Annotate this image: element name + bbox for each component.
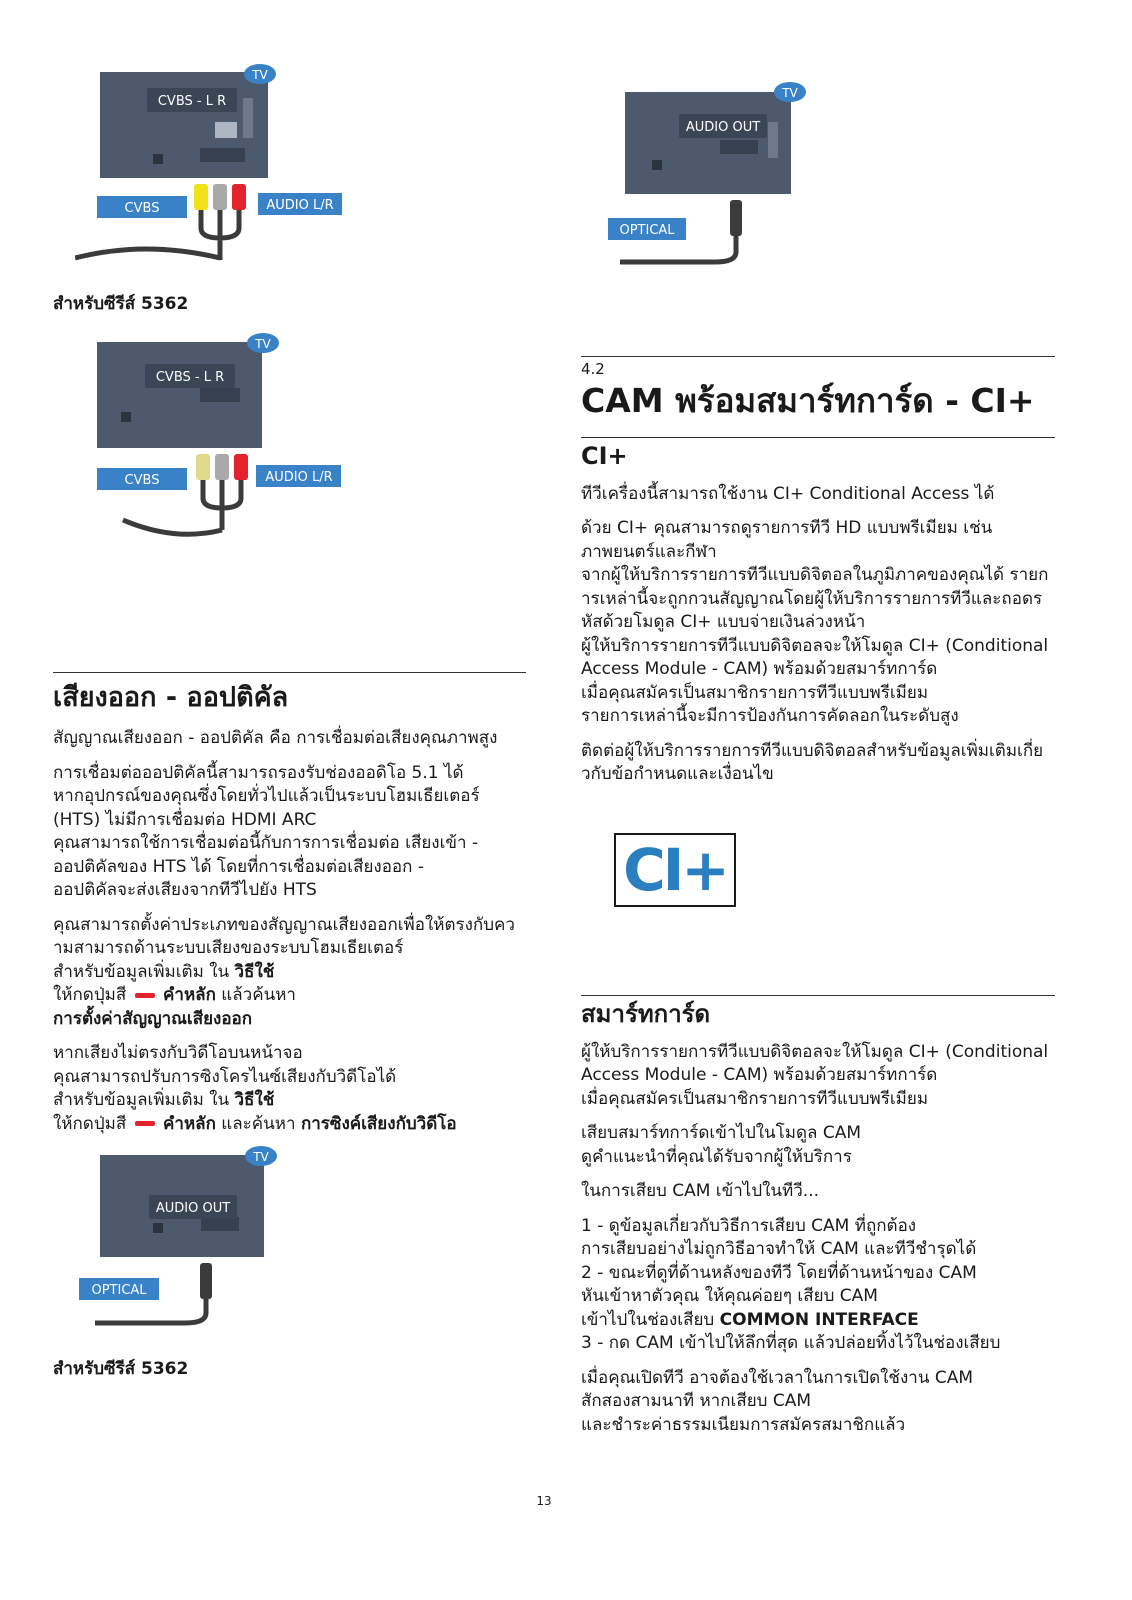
ci-paragraph-1: ทีวีเครื่องนี้สามารถใช้งาน CI+ Conditional Access ได้ bbox=[581, 483, 995, 504]
tv-badge-label: TV bbox=[255, 337, 271, 351]
optical-cable bbox=[95, 1299, 206, 1323]
red-plug bbox=[234, 454, 248, 480]
tv-back-panel bbox=[625, 92, 791, 194]
audio-sync-term: การซิงค์เสียงกับวิดีโอ bbox=[300, 1113, 457, 1134]
rca-cable bbox=[201, 210, 239, 260]
port-socket bbox=[215, 122, 237, 138]
port-label: AUDIO OUT bbox=[685, 120, 761, 135]
audio-lr-tag-label: AUDIO L/R bbox=[265, 470, 333, 485]
optical-paragraph-1: สัญญาณเสียงออก - ออปติคัล คือ การเชื่อมต่อเสียงคุณภาพสูง bbox=[53, 728, 498, 748]
yellow-plug bbox=[194, 184, 208, 210]
ci-plus-section bbox=[581, 442, 1061, 798]
optical-tag-label: OPTICAL bbox=[619, 223, 675, 238]
tv-port-block bbox=[720, 140, 758, 154]
smartcard-paragraph-5: เมื่อคุณเปิดทีวี อาจต้องใช้เวลาในการเปิดใช้งาน CAM สักสองสามนาที หากเสียบ CAM และชำระค่าธรรมเนียมการสมัครสมาชิกแล้ว bbox=[581, 1367, 974, 1435]
caption-series-5362-b: สำหรับซีรีส์ 5362 bbox=[53, 1359, 189, 1379]
smartcard-section bbox=[581, 1000, 1061, 1448]
cable-tail bbox=[75, 249, 220, 258]
cvbs-tag-label: CVBS bbox=[124, 201, 160, 216]
smartcard-paragraph-1: ผู้ให้บริการรายการทีวีแบบดิจิตอลจะให้โมดูล CI+ (Conditional Access Module - CAM) พร้อมด้วยสมาร์ทการ์ด เมื่อคุณสมัครเป็นสมาชิกรายการทีวีแบบพรีเมียม bbox=[581, 1041, 1049, 1109]
text-run: ให้กดปุ่มสี bbox=[53, 1113, 127, 1134]
port-label: CVBS - L R bbox=[155, 370, 225, 385]
optical-paragraph-3 bbox=[53, 914, 533, 1032]
tv-port-block bbox=[200, 388, 240, 402]
tv-slot bbox=[243, 98, 253, 138]
audio-out-setting-term: การตั้งค่าสัญญาณเสียงออก bbox=[53, 1008, 253, 1029]
ci-plus-heading: CI+ bbox=[581, 442, 628, 470]
audio-lr-tag-label: AUDIO L/R bbox=[266, 198, 334, 213]
tv-slot bbox=[768, 122, 778, 158]
tv-port-small bbox=[153, 154, 163, 164]
page-number: 13 bbox=[536, 1494, 552, 1508]
section-number: 4.2 bbox=[581, 360, 605, 378]
keyword-label: คำหลัก bbox=[163, 1113, 216, 1134]
optical-plug bbox=[200, 1263, 212, 1299]
optical-plug bbox=[730, 200, 742, 236]
port-label: AUDIO OUT bbox=[155, 1201, 231, 1216]
section-divider-smartcard bbox=[581, 995, 1055, 996]
tv-badge-label: TV bbox=[253, 1150, 269, 1164]
text-run: คุณสามารถตั้งค่าประเภทของสัญญาณเสียงออกเพื่อให้ตรงกับคว ามสามารถด้านระบบเสียงของระบบโฮมเธียเตอร์ สำหรับข้อมูลเพิ่มเติม ใน bbox=[53, 914, 515, 982]
text-run: แล้วค้นหา bbox=[221, 985, 296, 1005]
yellow-plug bbox=[196, 454, 210, 480]
red-color-key-icon bbox=[135, 1121, 155, 1126]
text-run: 3 - กด CAM เข้าไปให้ลึกที่สุด แล้วปล่อยทิ้งไว้ในช่องเสียบ bbox=[581, 1333, 1001, 1353]
section-divider-left bbox=[53, 672, 526, 673]
optical-paragraph-2: การเชื่อมต่อออปติคัลนี้สามารถรองรับช่องออดิโอ 5.1 ได้ หากอุปกรณ์ของคุณซึ่งโดยทั่วไปแล้วเป็นระบบโฮมเธียเตอร์ (HTS) ไม่มีการเชื่อมต่อ HDMI ARC คุณสามารถใช้การเชื่อมต่อนี้กับการการเชื่อมต่อ เสียงเข้า - ออปติคัลของ HTS ได้ โดยที่การเชื่อมต่อเสียงออก - ออปติคัลจะส่งเสียงจากทีวีไปยัง HTS bbox=[53, 762, 480, 900]
red-color-key-icon bbox=[135, 993, 155, 998]
ci-paragraph-3: ติดต่อผู้ให้บริการรายการทีวีแบบดิจิตอลสำหรับข้อมูลเพิ่มเติมเกี่ย วกับข้อกำหนดและเงื่อนไข bbox=[581, 740, 1044, 784]
tv-badge-label: TV bbox=[252, 68, 268, 82]
section-title: CAM พร้อมสมาร์ทการ์ด - CI+ bbox=[581, 381, 1035, 420]
text-run: หากเสียงไม่ตรงกับวิดีโอบนหน้าจอ คุณสามารถปรับการซิงโครไนซ์เสียงกับวิดีโอได้ สำหรับข้อมูลเพิ่มเติม ใน bbox=[53, 1043, 397, 1110]
text-run: และค้นหา bbox=[215, 1113, 301, 1134]
cvbs-connection-diagram-1 bbox=[75, 60, 365, 270]
section-title-underline bbox=[581, 437, 1055, 438]
port-label: CVBS - L R bbox=[157, 94, 227, 109]
rca-cable bbox=[203, 480, 241, 530]
tv-badge-label: TV bbox=[782, 86, 798, 100]
text-run: 1 - ดูข้อมูลเกี่ยวกับวิธีการเสียบ CAM ที่ถูกต้อง การเสียบอย่างไม่ถูกวิธีอาจทำให้ CAM และทีวีชำรุดได้ 2 - ขณะที่ดูที่ด้านหลังของทีวี โดยที่ด้านหน้าของ CAM หันเข้าหาตัวคุณ ให้คุณค่อยๆ เสียบ CAM เข้าไปในช่องเสียบ bbox=[581, 1215, 977, 1330]
tv-port-block bbox=[200, 148, 245, 162]
white-plug bbox=[213, 184, 227, 210]
help-link: วิธีใช้ bbox=[234, 961, 275, 982]
keyword-label: คำหลัก bbox=[163, 985, 216, 1005]
smartcard-paragraph-3: ในการเสียบ CAM เข้าไปในทีวี... bbox=[581, 1181, 820, 1201]
optical-connection-diagram-right bbox=[600, 80, 820, 275]
cable-tail bbox=[123, 520, 222, 534]
white-plug bbox=[215, 454, 229, 480]
tv-back-panel bbox=[100, 72, 268, 178]
red-plug bbox=[232, 184, 246, 210]
caption-series-5362: สำหรับซีรีส์ 5362 bbox=[53, 294, 189, 314]
ci-plus-logo: CI+ bbox=[614, 833, 736, 907]
ci-paragraph-2: ด้วย CI+ คุณสามารถดูรายการทีวี HD แบบพรีเมียม เช่น ภาพยนตร์และกีฬา จากผู้ให้บริการรายการทีวีแบบดิจิตอลในภูมิภาคของคุณได้ รายก ารเหล่านี้จะถูกกวนสัญญาณโดยผู้ให้บริการรายการทีวีและถอดร หัสด้วยโมดูล CI+ แบบจ่ายเงินล่วงหน้า ผู้ให้บริการรายการทีวีแบบดิจิตอลจะให้โมดูล CI+ (Conditional Access Module - CAM) พร้อมด้วยสมาร์ทการ์ด เมื่อคุณสมัครเป็นสมาชิกรายการทีวีแบบพรีเมียม รายการเหล่านี้จะมีการป้องกันการคัดลอกในระดับสูง bbox=[581, 518, 1049, 726]
tv-port-block bbox=[201, 1217, 239, 1231]
cvbs-connection-diagram-2 bbox=[75, 330, 365, 545]
common-interface-term: COMMON INTERFACE bbox=[719, 1309, 919, 1330]
help-link: วิธีใช้ bbox=[234, 1090, 275, 1110]
optical-section-title: เสียงออก - ออปติคัล bbox=[53, 682, 289, 713]
optical-section bbox=[53, 681, 533, 1147]
cvbs-tag-label: CVBS bbox=[124, 473, 160, 488]
smartcard-steps bbox=[581, 1215, 1061, 1356]
tv-port-small bbox=[121, 412, 131, 422]
optical-connection-diagram-left bbox=[75, 1143, 295, 1328]
optical-paragraph-4 bbox=[53, 1042, 533, 1136]
smartcard-heading: สมาร์ทการ์ด bbox=[581, 1000, 711, 1028]
tv-port-small bbox=[652, 160, 662, 170]
text-run: ให้กดปุ่มสี bbox=[53, 985, 127, 1005]
section-divider-top bbox=[581, 356, 1055, 357]
optical-tag-label: OPTICAL bbox=[91, 1283, 147, 1298]
tv-port-small bbox=[153, 1223, 163, 1233]
smartcard-paragraph-2: เสียบสมาร์ทการ์ดเข้าไปในโมดูล CAM ดูคำแนะนำที่คุณได้รับจากผู้ให้บริการ bbox=[581, 1123, 862, 1167]
